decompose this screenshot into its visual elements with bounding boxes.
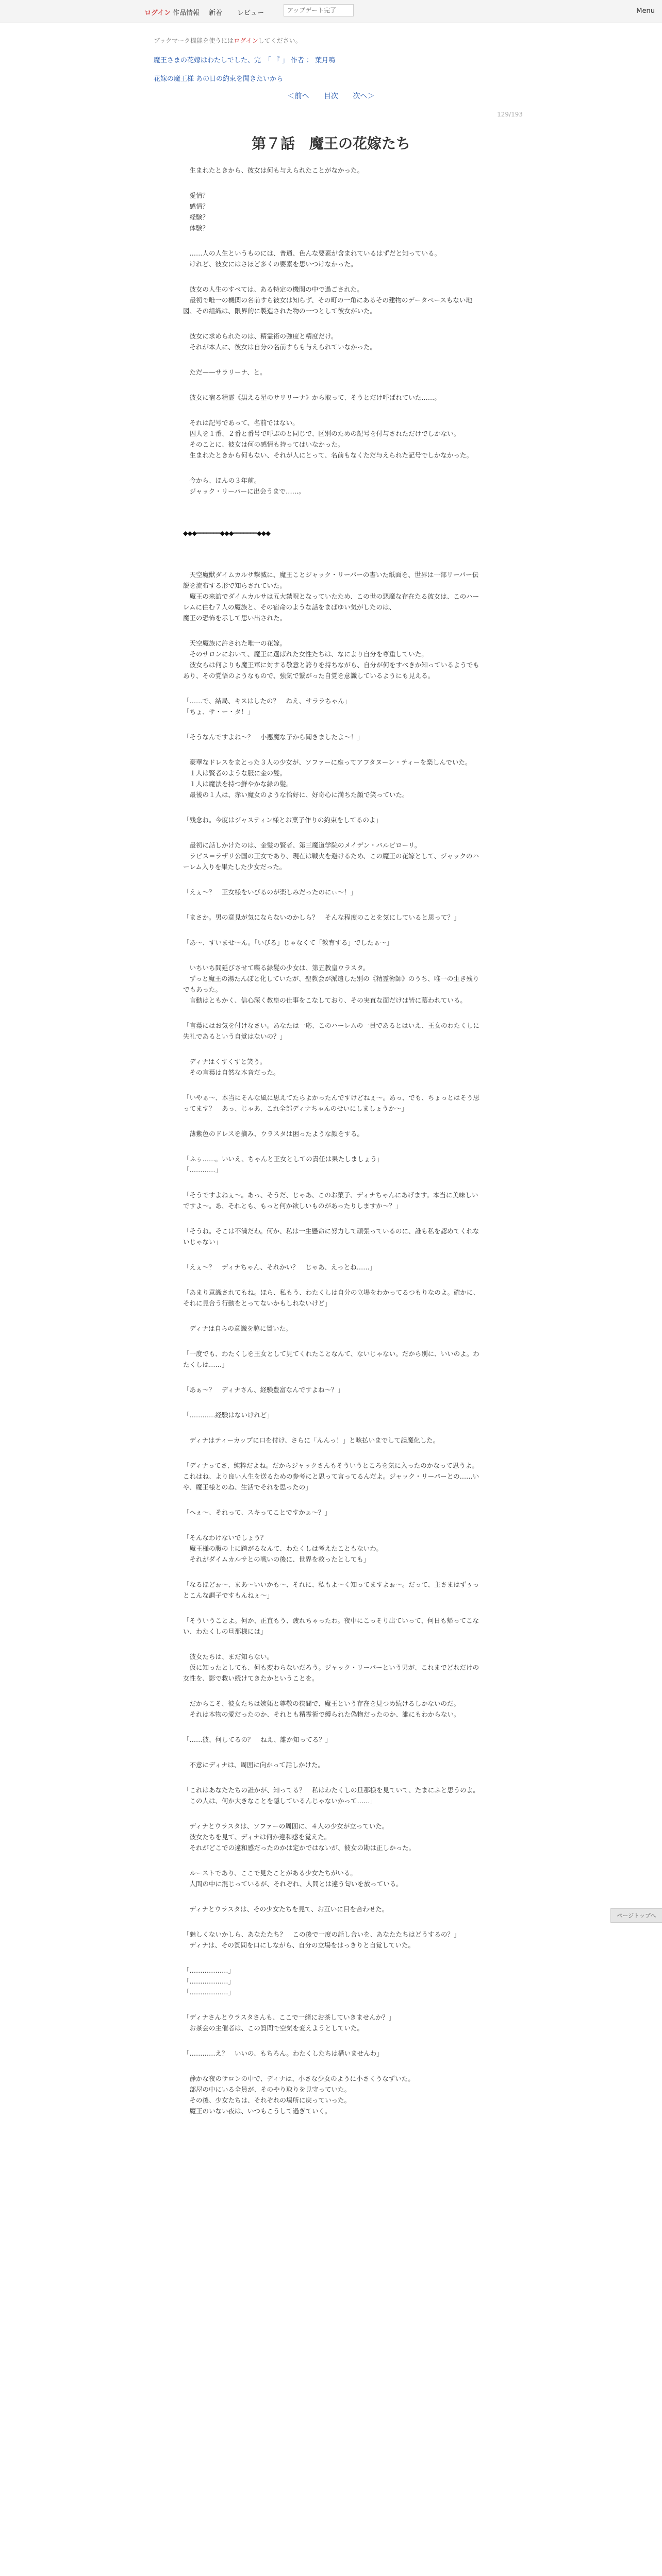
paragraph: 「………………」 「………………」 「………………」 bbox=[183, 1967, 235, 1996]
paragraph: 「そうね。そこは不満だわ。何か、私は一生懸命に努力して頑張っているのに、誰も私を認めてくれないじゃない」 bbox=[183, 1227, 479, 1246]
paragraph: 最初に話しかけたのは、金髪の賢者、第三魔道学院のメイデン・バルビローリ。 ラピス＝ラザリ公国の王女であり、現在は戦火を避けるため、この魔王の花嫁として、ジャックのハーレム入りを果たした少女だった。 bbox=[183, 841, 479, 871]
paragraph: 生まれたときから、彼女は何も与えられたことがなかった。 bbox=[183, 166, 364, 174]
paragraph: 彼女の人生のすべては、ある特定の機関の中で過ごされた。 最初で唯一の機関の名前すら彼女は知らず、その町の一角にあるその建物のデータベースもない地図、その組織は、限界的に製造された物の一つとして彼女がいた。 bbox=[183, 285, 472, 315]
paragraph: 薄紫色のドレスを摘み、ウラスタは困ったような顔をする。 bbox=[183, 1130, 364, 1138]
nav-new[interactable]: 新着 bbox=[209, 9, 223, 17]
paragraph: ディナとウラスタは、ソファーの周囲に、４人の少女が立っていた。 彼女たちを見て、ディナは何か違和感を覚えた。 それがどこでの違和感だったのかは定かではないが、彼女の勘は正しかった。 bbox=[189, 1822, 416, 1852]
paragraph: 「魅しくないかしら、あなたたち？ この後で一度の話し合いを、あなたたちはどうするの？」 ディナは、その質問を口にしながら、自分の立場をはっきりと自覚していた。 bbox=[183, 1930, 460, 1949]
paragraph: 彼女に求められたのは、精霊術の強度と精度だけ。 それが本人に、彼女は自分の名前すらも与えられていなかった。 bbox=[189, 332, 377, 351]
novel-body bbox=[183, 165, 482, 2131]
paragraph: 「まさか。男の意見が気にならないのかしら？ そんな程度のことを気にしていると思って？」 bbox=[183, 913, 460, 921]
notice-login-link[interactable]: ログイン bbox=[234, 37, 258, 44]
menu-button[interactable]: Menu bbox=[636, 7, 655, 15]
paragraph: 「なるほどぉ〜、まあ〜いいかも〜、それに、私もよ〜く知ってますよぉ〜。だって、主さまはずぅっとこんな調子ですもんねぇ〜」 bbox=[183, 1581, 479, 1599]
pager-top bbox=[0, 91, 662, 101]
section-separator: ◆◆◆━━━━━━━◆◆◆━━━━━━━◆◆◆ bbox=[183, 529, 270, 537]
login-notice bbox=[154, 36, 302, 45]
paragraph: 「そういうことよ。何か、正直もう、疲れちゃったわ。夜中にこっそり出ていって、何日も帰ってこない、わたくしの旦那様には」 bbox=[183, 1617, 479, 1635]
paragraph: 「あぁ〜？ ディナさん、経験豊富なんですよね〜？」 bbox=[183, 1386, 344, 1394]
paragraph: 「へぇ〜、それって、スキってことですかぁ〜？」 bbox=[183, 1509, 331, 1516]
paragraph: 「あ〜、すいませ〜ん。「いびる」じゃなくて「教育する」でしたぁ〜」 bbox=[183, 939, 393, 946]
paragraph: 「あまり意識されてもね。ほら、私もう、わたくしは自分の立場をわかってるつもりなのよ。確かに、それに見合う行動をとってないかもしれないけど」 bbox=[183, 1289, 479, 1307]
paragraph: 「一度でも、わたくしを王女として見てくれたことなんて、ないじゃない。だから別に、いいのよ。わたくしは……」 bbox=[183, 1350, 479, 1368]
nav-review[interactable]: レビュー bbox=[237, 9, 264, 17]
top-navbar bbox=[0, 0, 662, 23]
series-title-link[interactable]: 魔王さまの花嫁はわたしでした、完 「 『 」 作者 ： 葉月鳴 bbox=[154, 57, 336, 64]
paragraph: ……人の人生というものには、普通、色んな要素が含まれているはずだと知っている。 けれど、彼女にはさほど多くの要素を思いつけなかった。 bbox=[189, 249, 441, 268]
paragraph: 静かな夜のサロンの中で、ディナは、小さな少女のように小さくうなずいた。 部屋の中にいる全員が、そのやり取りを見守っていた。 その後、少女たちは、それぞれの場所に戻っていった。 魔王のいない夜は、いつもこうして過ぎていく。 bbox=[189, 2075, 415, 2115]
paragraph: ディナはティーカップに口を付け、さらに「んんっ！」と咳払いまでして誤魔化した。 bbox=[183, 1436, 440, 1444]
paragraph: ただ——サラリーナ、と。 bbox=[183, 368, 267, 376]
paragraph: 彼女たちは、まだ知らない。 仮に知ったとしても、何も変わらないだろう。ジャック・リーパーという男が、これまでどれだけの女性を、影で救い続けてきたかということを。 bbox=[183, 1653, 479, 1682]
paragraph: 「そうですよねぇ〜。あっ、そうだ、じゃあ、このお菓子、ディナちゃんにあげます。本当に美味しいですよ〜。あ、それとも、もっと何か欲しいものがあったりしますか〜？」 bbox=[183, 1191, 478, 1210]
paragraph: 豪華なドレスをまとった３人の少女が、ソファーに座ってアフタヌーン・ティーを楽しんでいた。 １人は賢者のような服に金の髪。 １人は魔法を持つ鮮やかな緑の髪。 最後の１人は、赤い魔女のような恰好に、好奇心に満ちた顔で笑っていた。 bbox=[189, 758, 472, 799]
paragraph: 「これはあなたたちの誰かが、知ってる？ 私はわたくしの旦那様を見ていて、たまにふと思うのよ。 この人は、何か大きなことを隠しているんじゃないかって……」 bbox=[183, 1786, 479, 1805]
nav-works[interactable]: 作品情報 bbox=[173, 9, 200, 17]
paragraph: ディナは自らの意識を脇に置いた。 bbox=[183, 1325, 292, 1332]
paragraph: 「……で、結局、キスはしたの？ ねえ、サララちゃん」 「ちょ、サ・ー・タ！」 bbox=[183, 697, 351, 716]
paragraph: ディナとウラスタは、その少女たちを見て、お互いに目を合わせた。 bbox=[183, 1905, 389, 1913]
paragraph: 「そんなわけないでしょう？ 魔王様の腹の上に跨がるなんて、わたくしは考えたこともないわ。 それがダイムカルサとの戦いの後に、世界を救ったとしても」 bbox=[183, 1534, 383, 1563]
paragraph: 天空魔族に許された唯一の花嫁。 そのサロンにおいて、魔王に選ばれた女性たちは、なにより自分を尊重していた。 彼女らは何よりも魔王軍に対する敬意と誇りを持ちながら、自分が何をすべきか知っているようでもあり、その覚悟のようなもので、強気で繋がった自覚を意識しているようにも見える。 bbox=[183, 639, 479, 680]
chapter-subtitle[interactable]: 花嫁の魔王様 あの日の約束を聞きたいから bbox=[154, 75, 284, 83]
paragraph: 愛情？ 感情？ 経験？ 体験？ bbox=[189, 192, 209, 232]
episode-title: 第７話 魔王の花嫁たち bbox=[251, 134, 410, 152]
paragraph: 「ディナってさ、純粋だよね。だからジャックさんもそういうところを気に入ったのかなって思うよ。これはね、より良い人生を送るための参考にと思って言ってるんだよ。ジャック・リーパーとの……いや、魔王様とのね、生活でそれを思ったの」 bbox=[183, 1462, 479, 1491]
paragraph: 「えぇ〜？ ディナちゃん、それかい？ じゃあ、えっとね……」 bbox=[183, 1263, 376, 1271]
paragraph: 「えぇ〜？ 王女様をいびるのが楽しみだったのにぃ〜！」 bbox=[183, 888, 357, 896]
paragraph: 今から、ほんの３年前。 ジャック・リーパーに出会うまで……。 bbox=[189, 477, 305, 495]
paragraph: 不意にディナは、周囲に向かって話しかけた。 bbox=[183, 1761, 325, 1769]
paragraph: 「…………え？ いいの、もちろん。わたくしたちは構いませんわ」 bbox=[183, 2049, 383, 2057]
paragraph: 彼女に宿る精霊《黒える星のサリリーナ》から取って、そうとだけ呼ばれていた……。 bbox=[183, 394, 441, 401]
index-link[interactable]: 目次 bbox=[324, 92, 338, 100]
paragraph: 「ふぅ……。いいえ、ちゃんと王女としての責任は果たしましょう」 「…………」 bbox=[183, 1155, 384, 1174]
next-page-link[interactable]: 次へ＞ bbox=[353, 92, 375, 100]
paragraph: だからこそ、彼女たちは嫉妬と尊敬の狭間で、魔王という存在を見つめ続けるしかないのだ。 それは本物の愛だったのか、それとも精霊術で縛られた偽物だったのか、誰にもわからない。 bbox=[189, 1700, 460, 1718]
paragraph: 「……彼、何してるの？ ねえ、誰か知ってる？」 bbox=[183, 1736, 332, 1743]
paragraph: 天空魔獣ダイムカルサ撃滅に、魔王ことジャック・リーパーの書いた紙面を、世界は一部リーパー伝説を流布する形で知らされていた。 魔王の来訪でダイムカルサは五大禁呪となっていたため、この世の悪魔な存在たる彼女は、このハーレムに住む７人の魔族と、その宿命のような話をまばゆい気がしたのは、 魔王の恐怖を示して思い出された。 bbox=[183, 571, 479, 622]
login-link[interactable]: ログイン bbox=[144, 9, 171, 17]
paragraph: それは記号であって、名前ではない。 囚人を１番、２番と番号で呼ぶのと同じで、区別のための記号を付与されただけでしかない。 そのことに、彼女は何の感情も持ってはいなかった。 生まれたときから何もない、それが人にとって、名前もなくただ与えられた記号でしかなかった。 bbox=[189, 419, 473, 459]
paragraph: 「ディナさんとウラスタさんも、ここで一緒にお茶していきませんか？」 お茶会の主催者は、この質問で空気を変えようとしていた。 bbox=[183, 2013, 395, 2032]
prev-page-link[interactable]: ＜前へ bbox=[287, 92, 309, 100]
paragraph: いちいち間延びさせて喋る緑髪の少女は、第五教皇ウラスタ。 ずっと魔王の湯たんぽと化していたが、聖教会が派遣した別の《精霊術師》のうち、唯一の生き残りでもあった。 言動はともかく、信心深く教皇の仕事をこなしており、その実直な面だけは皆に慕われている。 bbox=[183, 964, 479, 1004]
paragraph: 「言葉にはお気を付けなさい。あなたは一応、このハーレムの一員であるとはいえ、王女のわたくしに失礼であるという自覚はないの？」 bbox=[183, 1022, 480, 1040]
paragraph: 「そうなんですよね〜？ 小悪魔な子から聞きましたよ〜！」 bbox=[183, 733, 364, 741]
paragraph: ディナはくすくすと笑う。 その言葉は自然な本音だった。 bbox=[189, 1058, 280, 1076]
page-count: 129/193 bbox=[497, 111, 523, 118]
page-top-button[interactable]: ページトップへ bbox=[610, 1908, 662, 1923]
paragraph: ルーストであり、ここで見たことがある少女たちがいる。 人間の中に混じっているが、それぞれ、人間とは違う匂いを放っている。 bbox=[189, 1869, 403, 1888]
search-input[interactable] bbox=[284, 4, 354, 16]
paragraph: 「残念ね。今度はジャスティン様とお菓子作りの約束をしてるのよ」 bbox=[183, 816, 383, 824]
paragraph: 「いやぁ〜、本当にそんな風に思えてたらよかったんですけどねぇ〜。あっ、でも、ちょっとはそう思ってます？ あっ、じゃあ、これ全部ディナちゃんのせいにしましょうか〜」 bbox=[183, 1094, 479, 1112]
notice-prefix: ブックマーク機能を使うには bbox=[154, 37, 234, 44]
paragraph: 「…………経験はないけれど」 bbox=[183, 1411, 274, 1419]
notice-suffix: してください。 bbox=[258, 37, 302, 44]
